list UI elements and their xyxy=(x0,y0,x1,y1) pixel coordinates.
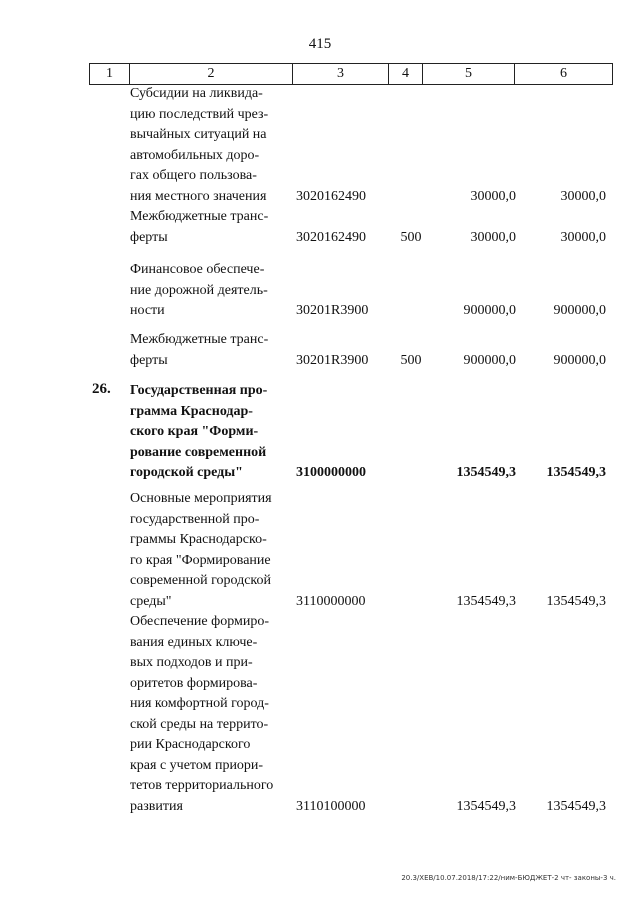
row-value-col6: 30000,0 xyxy=(560,188,606,204)
row-value-col6: 900000,0 xyxy=(553,303,606,318)
row-name-line: грамма Краснодар- xyxy=(130,403,253,419)
row-name-line: ния комфортной город- xyxy=(130,696,269,711)
row-value-col5: 30000,0 xyxy=(470,188,516,204)
row-value-col6: 1354549,3 xyxy=(546,593,606,609)
row-name-line: ферты xyxy=(130,352,168,368)
row-name-line: ферты xyxy=(130,229,168,245)
row-name-line: цию последствий чрез- xyxy=(130,106,269,122)
row-name-line: рование современной xyxy=(130,444,267,460)
row-value-col5: 1354549,3 xyxy=(456,798,516,814)
row-name-line: оритетов формирова- xyxy=(130,675,258,691)
row-name-line: ния местного значения xyxy=(130,188,267,204)
row-value-col6: 30000,0 xyxy=(560,229,606,245)
row-name xyxy=(130,381,287,484)
row-name-line: края с учетом приори- xyxy=(130,757,264,773)
row-value-col6: 900000,0 xyxy=(553,352,606,368)
row-value-col6: 1354549,3 xyxy=(546,465,606,480)
column-header-row xyxy=(89,63,613,85)
row-value-col6: 1354549,3 xyxy=(546,798,606,814)
column-header-6: 6 xyxy=(515,64,613,85)
row-name-line: ского края "Форми- xyxy=(130,424,259,439)
row-name-line: граммы Краснодарско- xyxy=(130,532,267,547)
row-name-line: Межбюджетные транс- xyxy=(130,332,269,347)
column-header-2: 2 xyxy=(130,64,293,85)
footer-note: 20.3/ХЕВ/10.07.2018/17:22/ним-БЮДЖЕТ-2 чт- законы-3 ч. xyxy=(401,874,616,882)
row-code: 3110100000 xyxy=(296,798,366,814)
row-name xyxy=(130,84,287,207)
row-name-line: Государственная про- xyxy=(130,383,268,398)
row-name xyxy=(130,207,287,248)
page-number: 415 xyxy=(308,36,332,52)
row-value-col5: 1354549,3 xyxy=(456,465,516,480)
row-number: 26. xyxy=(92,381,111,397)
row-name-line: Субсидии на ликвида- xyxy=(130,86,263,101)
row-name-line: городской среды" xyxy=(130,465,243,480)
row-name-line: гах общего пользова- xyxy=(130,168,257,183)
row-name xyxy=(130,612,287,817)
row-value-col5: 900000,0 xyxy=(463,303,516,318)
row-name-line: вания единых ключе- xyxy=(130,634,258,650)
row-name-line: развития xyxy=(130,798,183,814)
row-name-line: Межбюджетные транс- xyxy=(130,209,269,224)
column-header-3: 3 xyxy=(293,64,389,85)
column-header-1: 1 xyxy=(90,64,130,85)
row-name xyxy=(130,330,287,371)
row-name-line: Финансовое обеспече- xyxy=(130,262,265,277)
row-value-col5: 900000,0 xyxy=(463,352,516,368)
row-code: 30201R3900 xyxy=(296,352,369,368)
row-value-col5: 1354549,3 xyxy=(456,593,516,609)
row-name-line: автомобильных доро- xyxy=(130,147,260,163)
row-code: 3020162490 xyxy=(296,188,366,204)
row-name-line: Обеспечение формиро- xyxy=(130,614,270,629)
row-name-line: ности xyxy=(130,303,165,318)
row-name-line: ние дорожной деятель- xyxy=(130,282,268,298)
row-name-line: Основные мероприятия xyxy=(130,491,272,506)
row-name-line: ской среды на террито- xyxy=(130,716,269,732)
column-header-5: 5 xyxy=(423,64,515,85)
row-name-line: вых подходов и при- xyxy=(130,655,253,670)
row-name-line: тетов территориального xyxy=(130,778,274,793)
row-name-line: современной городской xyxy=(130,573,271,588)
row-name xyxy=(130,489,287,612)
row-code: 3110000000 xyxy=(296,593,366,609)
row-value-col5: 30000,0 xyxy=(470,229,516,245)
row-type: 500 xyxy=(400,352,422,368)
row-code: 3020162490 xyxy=(296,229,366,245)
row-code: 30201R3900 xyxy=(296,303,369,318)
row-name-line: государственной про- xyxy=(130,511,260,527)
row-name-line: рии Краснодарского xyxy=(130,737,251,752)
row-name-line: вычайных ситуаций на xyxy=(130,127,267,142)
row-name-line: среды" xyxy=(130,593,172,609)
row-name-line: го края "Формирование xyxy=(130,552,271,568)
row-name xyxy=(130,260,287,322)
row-type: 500 xyxy=(400,229,422,245)
row-code: 3100000000 xyxy=(296,465,366,480)
column-header-4: 4 xyxy=(389,64,423,85)
